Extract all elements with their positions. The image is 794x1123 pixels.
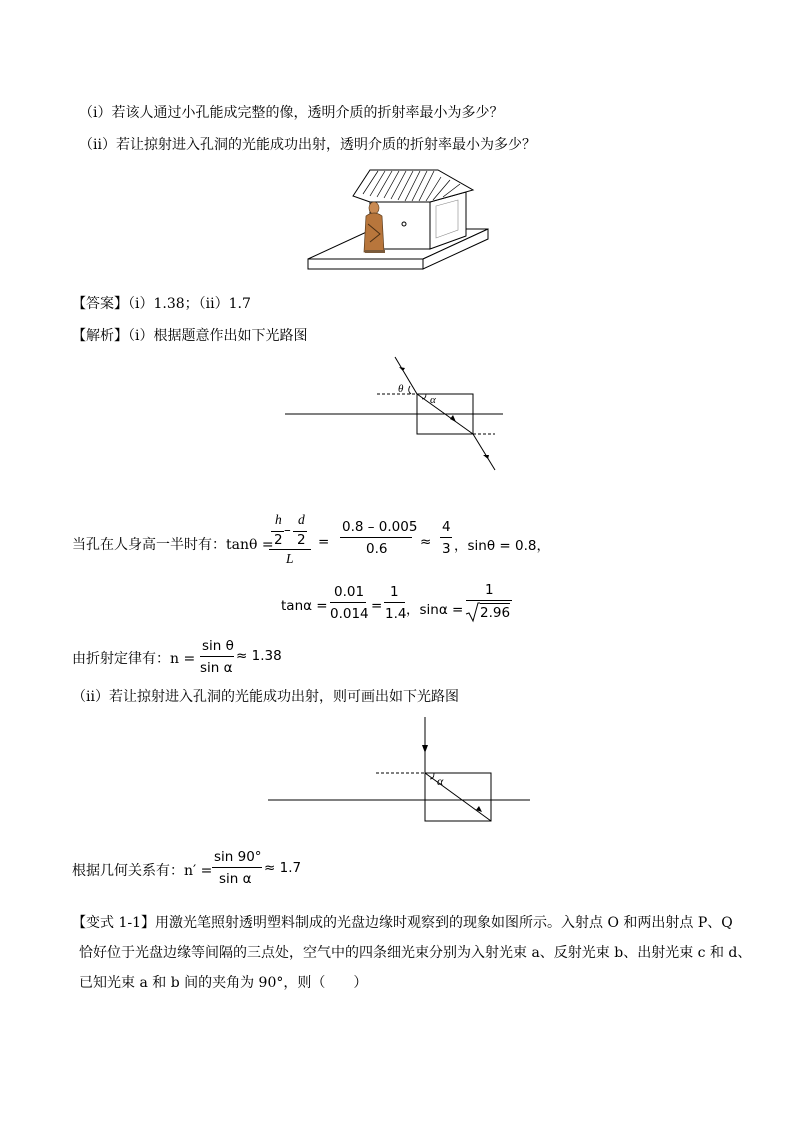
question-ii: （ii）若让掠射进入孔洞的光能成功出射，透明介质的折射率最小为多少？: [79, 137, 536, 153]
eq1-d: d: [298, 512, 305, 527]
eq2-num2: 1: [390, 584, 399, 600]
variant-line-2: 恰好位于光盘边缘等间隔的三点处，空气中的四条细光束分别为入射光束 a、反射光束 b、出射光束 c 和 d、: [79, 945, 752, 961]
eq2-den1: 0.014: [330, 606, 369, 622]
eq4-den: sin α: [219, 871, 252, 887]
eq4-num: sin 90°: [214, 849, 262, 865]
analysis-label: 【解析】: [72, 328, 128, 344]
eq1-three: 3: [442, 541, 451, 557]
variant-line-1: [72, 912, 733, 932]
variant-text-1: 用激光笔照射透明塑料制成的光盘边缘时观察到的现象如图所示。入射点 O 和两出射点 P、Q: [155, 915, 733, 931]
eq1-two-a: 2: [274, 532, 283, 548]
eq2-num3: 1: [485, 582, 494, 598]
eq3-den: sin α: [200, 660, 233, 676]
eq4-val: ≈ 1.7: [264, 860, 302, 876]
eq1-sin: ，sinθ = 0.8，: [454, 538, 550, 554]
analysis-part1-intro: （i）根据题意作出如下光路图: [128, 328, 308, 344]
eq2-rad: 2.96: [480, 605, 511, 621]
eq3-val: ≈ 1.38: [236, 648, 282, 664]
eq2-tan: tanα =: [281, 598, 328, 614]
eq2-eq: =: [371, 598, 383, 614]
eq1-L: L: [286, 551, 294, 566]
answer-text: （i）1.38；（ii）1.7: [128, 296, 251, 312]
eq2-num1: 0.01: [334, 584, 365, 600]
eq1-num: 0.8 – 0.005: [342, 519, 418, 535]
fig1-alpha-label: α: [430, 394, 436, 406]
variant-line-3: 已知光束 a 和 b 间的夹角为 90°，则（ ）: [79, 975, 368, 991]
light-path-diagram-2: [268, 717, 530, 827]
eq1-prefix: 当孔在人身高一半时有：tanθ =: [72, 537, 274, 553]
eq1-two-b: 2: [297, 532, 306, 548]
eq1-approx: ≈: [420, 534, 432, 550]
light-path-diagram-1: [285, 355, 515, 475]
fig2-alpha-label: α: [437, 774, 444, 788]
eq3-num: sin θ: [202, 638, 234, 654]
analysis-part2-intro: （ii）若让掠射进入孔洞的光能成功出射，则可画出如下光路图: [72, 689, 459, 705]
eq1-minus: –: [284, 522, 291, 538]
eq4-prefix: 根据几何关系有：n′ =: [72, 863, 213, 879]
sqrt-sign: [466, 603, 480, 623]
eq3-prefix: 由折射定律有：n =: [72, 651, 196, 667]
fig1-theta-label: θ: [398, 383, 404, 395]
answer-label: 【答案】: [72, 296, 128, 312]
analysis-line: [72, 325, 307, 345]
eq1-h: h: [275, 512, 282, 527]
eq2-sin: ，sinα =: [406, 602, 464, 618]
eq1-four: 4: [442, 519, 451, 535]
eq1-eq: =: [318, 534, 330, 550]
question-i: （i）若该人通过小孔能成完整的像，透明介质的折射率最小为多少？: [79, 105, 504, 121]
eq2-den2: 1.4: [385, 606, 407, 622]
variant-label: 【变式 1-1】: [72, 915, 155, 931]
hut-illustration: [308, 164, 498, 274]
eq1-den: 0.6: [366, 541, 388, 557]
answer-line: [72, 293, 251, 313]
